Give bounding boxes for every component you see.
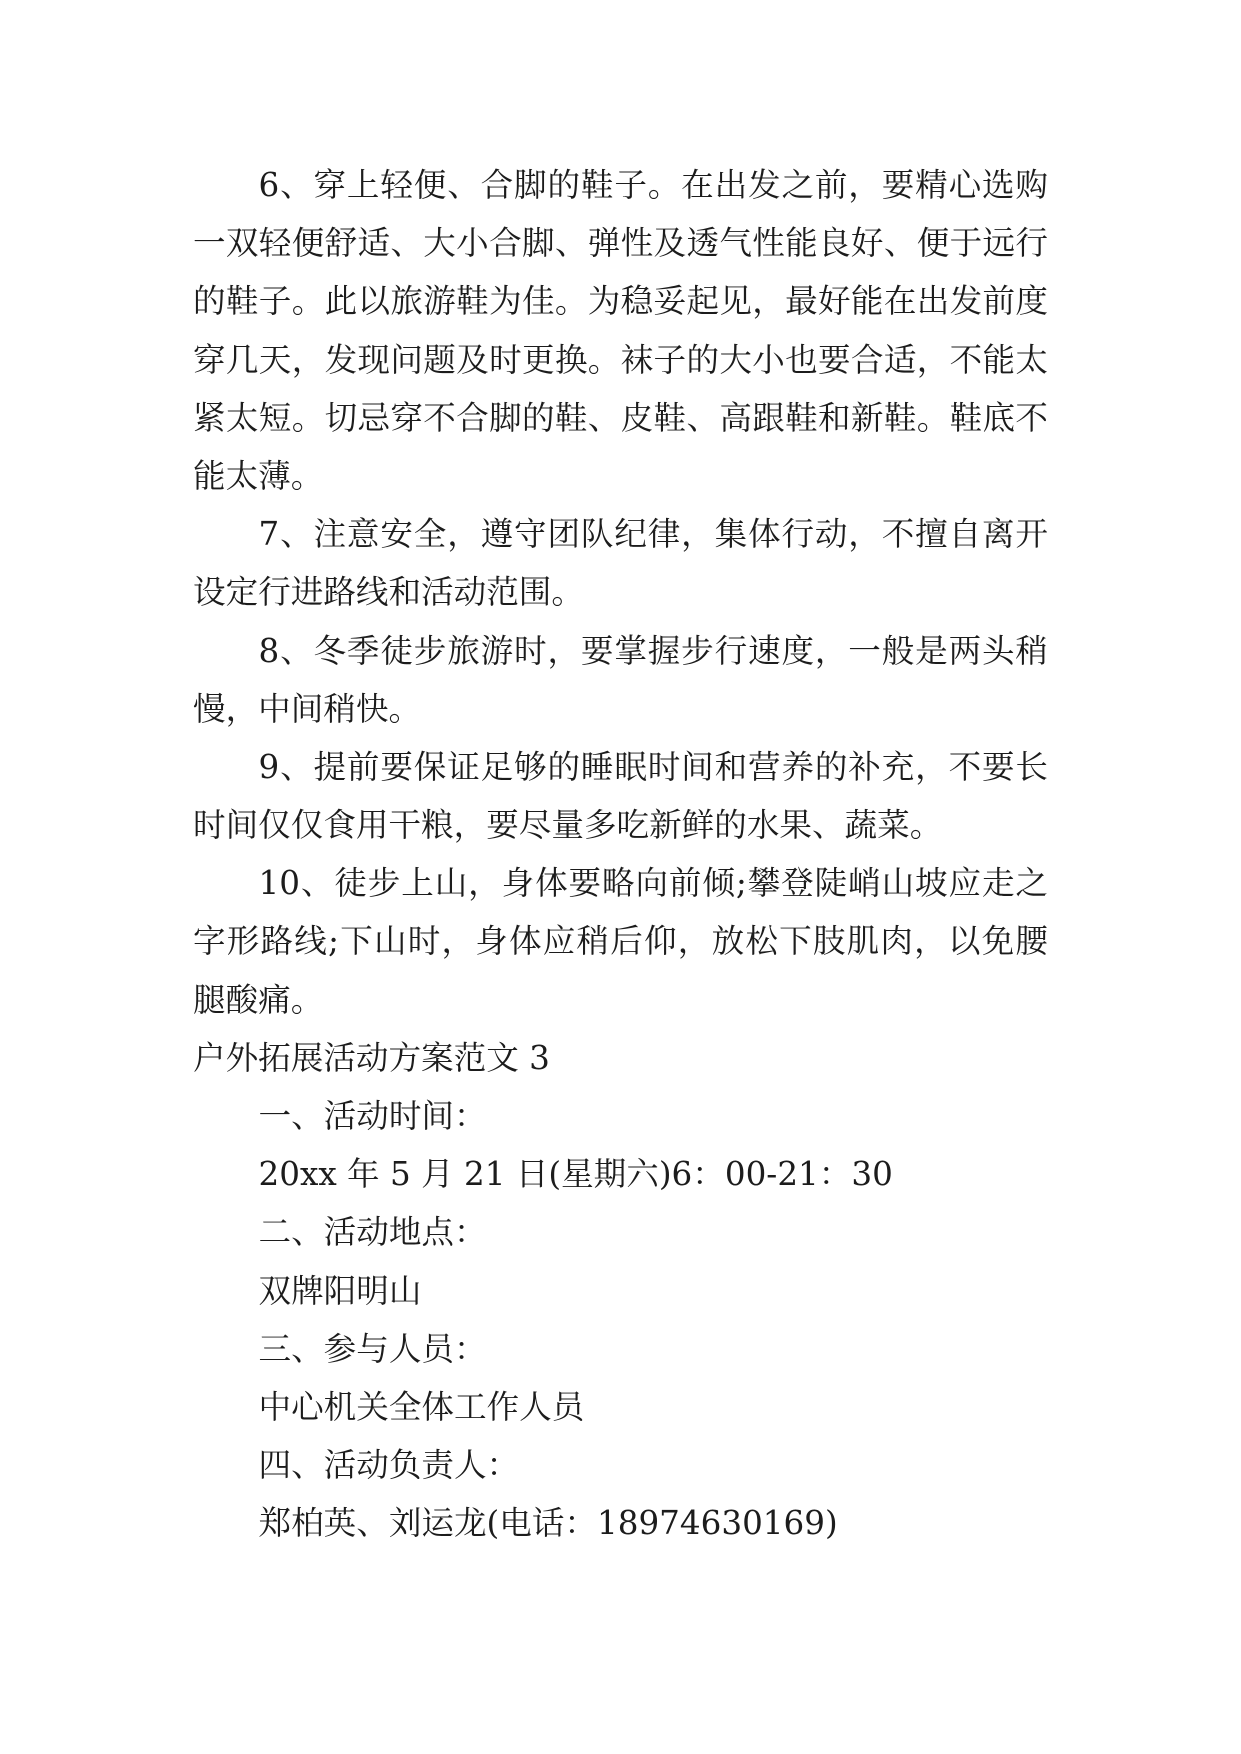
paragraph-line: 腿酸痛。 xyxy=(193,980,324,1019)
paragraph-line: 字形路线;下山时，身体应稍后仰，放松下肢肌肉，以免腰 xyxy=(193,922,1048,961)
document-page xyxy=(193,156,1048,1553)
paragraph-line: 设定行进路线和活动范围。 xyxy=(193,573,584,612)
paragraph-line: 穿几天，发现问题及时更换。袜子的大小也要合适，不能太 xyxy=(193,340,1048,379)
plan-item-leaders xyxy=(193,1436,1048,1552)
paragraph-line: 7、注意安全，遵守团队纪律，集体行动，不擅自离开 xyxy=(258,515,1048,554)
plan-item-heading: 一、活动时间： xyxy=(258,1097,487,1135)
plan-item-heading: 四、活动负责人： xyxy=(258,1446,520,1485)
plan-item-location xyxy=(193,1203,1048,1319)
plan-item-value: 郑柏英、刘运龙(电话：18974630169) xyxy=(258,1504,838,1543)
paragraph-line: 能太薄。 xyxy=(193,456,324,495)
plan-item-heading: 三、参与人员： xyxy=(258,1329,487,1368)
tip-paragraph-6 xyxy=(193,156,1048,505)
tip-paragraph-7 xyxy=(193,505,1048,621)
paragraph-line: 10、徒步上山，身体要略向前倾;攀登陡峭山坡应走之 xyxy=(258,864,1048,903)
paragraph-line: 时间仅仅食用干粮，要尽量多吃新鲜的水果、蔬菜。 xyxy=(193,806,943,845)
section-title: 户外拓展活动方案范文 3 xyxy=(193,1038,550,1077)
plan-item-participants xyxy=(193,1320,1048,1436)
paragraph-line: 紧太短。切忌穿不合脚的鞋、皮鞋、高跟鞋和新鞋。鞋底不 xyxy=(193,398,1048,437)
plan-item-heading: 二、活动地点： xyxy=(258,1213,487,1252)
tip-paragraph-10 xyxy=(193,854,1048,1029)
plan-item-value: 双牌阳明山 xyxy=(258,1271,422,1310)
paragraph-line: 慢，中间稍快。 xyxy=(193,689,422,728)
plan-item-value: 中心机关全体工作人员 xyxy=(258,1387,585,1426)
paragraph-line: 的鞋子。此以旅游鞋为佳。为稳妥起见，最好能在出发前度 xyxy=(193,282,1048,321)
paragraph-line: 6、穿上轻便、合脚的鞋子。在出发之前，要精心选购 xyxy=(258,166,1048,204)
paragraph-line: 9、提前要保证足够的睡眠时间和营养的补充，不要长 xyxy=(258,747,1048,786)
tip-paragraph-8 xyxy=(193,622,1048,738)
paragraph-line: 8、冬季徒步旅游时，要掌握步行速度，一般是两头稍 xyxy=(258,631,1048,670)
plan-item-time xyxy=(193,1087,1048,1203)
plan-item-value: 20xx 年 5 月 21 日(星期六)6：00-21：30 xyxy=(258,1155,893,1194)
paragraph-line: 一双轻便舒适、大小合脚、弹性及透气性能良好、便于远行 xyxy=(193,224,1048,263)
tip-paragraph-9 xyxy=(193,738,1048,854)
